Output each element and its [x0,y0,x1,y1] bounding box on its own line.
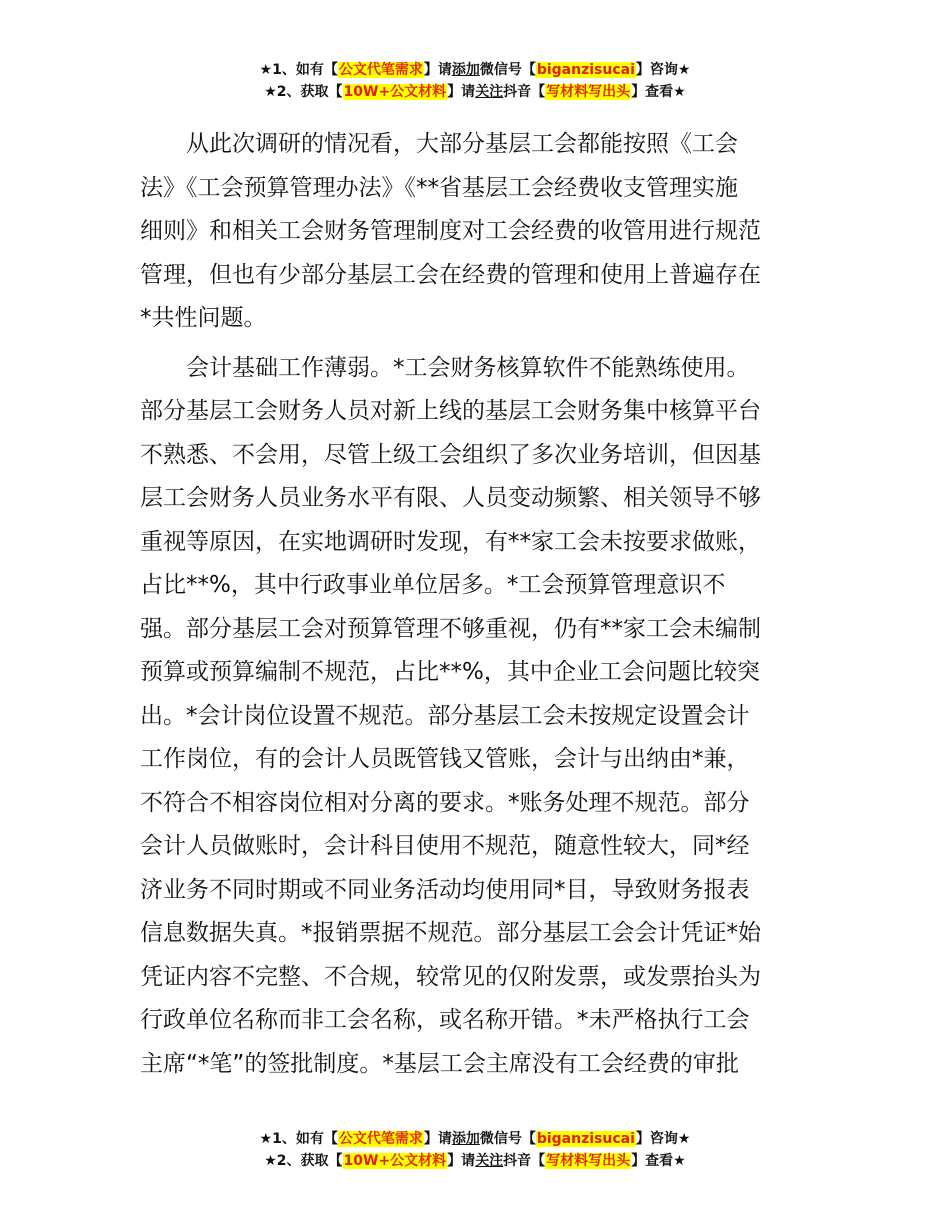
header-promo-line-2 [0,81,950,103]
promo-underline-text: 关注 [475,1153,504,1169]
promo-text: 微信号【 [479,62,536,78]
promo-underline-text: 添加 [451,62,480,78]
promo-highlight: 10W+公文材料 [343,84,447,100]
body-paragraph-2: 会计基础工作薄弱。*工会财务核算软件不能熟练使用。 部分基层工会财务人员对新上线的基层工会财务集中核算平台 不熟悉、不会用，尽管上级工会组织了多次业务培训，但因基 层工会财务人员业务水平有限、人员变动频繁、相关领导不够 重视等原因，在实地调研时发现，有**家工会未按要求做账， 占比**%，其中行政事业单位居多。*工会预算管理意识不 强。部分基层工会对预算管理不够重视，仍有**家工会未编制 预算或预算编制不规范，占比**%，其中企业工会问题比较突 出。*会计岗位设置不规范。部分基层工会未按规定设置会计 工作岗位，有的会计人员既管钱又管账，会计与出纳由*兼， 不符合不相容岗位相对分离的要求。*账务处理不规范。部分 会计人员做账时，会计科目使用不规范，随意性较大，同*经 济业务不同时期或不同业务活动均使用同*目，导致财务报表 信息数据失真。*报销票据不规范。部分基层工会会计凭证*始 凭证内容不完整、不合规，较常见的仅附发票，或发票抬头为 行政单位名称而非工会名称，或名称开错。*未严格执行工会 主席“*笔”的签批制度。*基层工会主席没有工会经费的审批 [140,354,761,1077]
promo-text: 】咨询★ [635,62,691,78]
promo-text: 抖音【 [503,84,546,100]
promo-text: 】查看★ [631,84,686,100]
promo-text: 微信号【 [479,1131,536,1147]
promo-text: 】请 [423,1131,452,1147]
promo-highlight: 公文代笔需求 [338,1131,423,1147]
promo-underline-text: 添加 [451,1131,480,1147]
promo-text: 抖音【 [503,1153,546,1169]
promo-underline-text: 关注 [475,84,504,100]
promo-text: 】请 [423,62,452,78]
promo-highlight: 公文代笔需求 [338,62,423,78]
promo-text: ★1、如有【 [259,1131,338,1147]
promo-text: 】请 [447,1153,476,1169]
body-paragraph-1: 从此次调研的情况看，大部分基层工会都能按照《工会 法》《工会预算管理办法》《**省基层工会经费收支管理实施 细则》和相关工会财务管理制度对工会经费的收管用进行规范 管理，但也有少部分基层工会在经费的管理和使用上普遍存在 *共性问题。 [140,131,761,331]
promo-wechat-id: biganzisucai [536,1131,635,1147]
footer-promo-line-1 [0,1128,950,1150]
promo-text: 】咨询★ [635,1131,691,1147]
promo-text: 】请 [447,84,476,100]
promo-text: ★2、获取【 [264,1153,343,1169]
promo-wechat-id: biganzisucai [536,62,635,78]
promo-text: ★2、获取【 [264,84,343,100]
header-promo-banner [0,59,950,103]
document-body [140,123,812,1086]
promo-text: 】查看★ [631,1153,686,1169]
footer-promo-line-2 [0,1150,950,1172]
promo-douyin-id: 写材料写出头 [546,84,631,100]
promo-douyin-id: 写材料写出头 [546,1153,631,1169]
footer-promo-banner [0,1128,950,1172]
promo-text: ★1、如有【 [259,62,338,78]
header-promo-line-1 [0,59,950,81]
promo-highlight: 10W+公文材料 [343,1153,447,1169]
